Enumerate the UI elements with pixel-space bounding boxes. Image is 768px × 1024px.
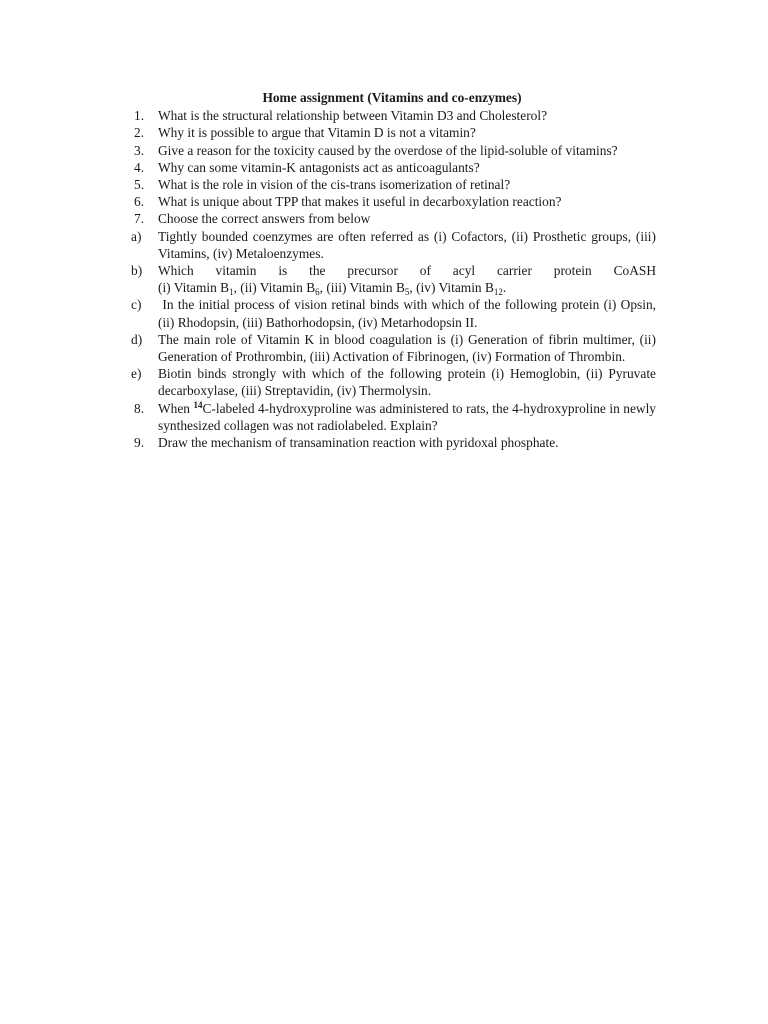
question-item-1 bbox=[128, 107, 656, 124]
item-text-part: When bbox=[158, 400, 194, 416]
question-item-3 bbox=[128, 142, 656, 159]
option-text: , (iv) Vitamin B bbox=[409, 280, 494, 296]
item-text: What is unique about TPP that makes it useful in decarboxylation reaction? bbox=[158, 194, 562, 210]
item-text: The main role of Vitamin K in blood coagulation is (i) Generation of fibrin multimer, (ii) Generation of Prothrombin, (iii) Activation of Fibrinogen, (iv) Formation of Thrombin. bbox=[158, 331, 656, 365]
item-marker: 4. bbox=[134, 159, 145, 175]
sub-question-a bbox=[128, 228, 656, 262]
question-item-2 bbox=[128, 124, 656, 141]
item-marker: 1. bbox=[134, 108, 145, 124]
question-item-8 bbox=[128, 399, 660, 434]
item-text: What is the structural relationship between Vitamin D3 and Cholesterol? bbox=[158, 108, 548, 124]
item-marker: 3. bbox=[134, 142, 145, 158]
item-text: Tightly bounded coenzymes are often referred as (i) Cofactors, (ii) Prosthetic groups, (iii) Vitamins, (iv) Metaloenzymes. bbox=[158, 228, 656, 261]
item-marker: 7. bbox=[134, 211, 145, 227]
item-text: Choose the correct answers from below bbox=[158, 211, 371, 227]
item-text: Draw the mechanism of transamination reaction with pyridoxal phosphate. bbox=[158, 435, 559, 451]
item-marker: 8. bbox=[134, 400, 145, 416]
option-text: . bbox=[502, 280, 507, 296]
question-item-4 bbox=[128, 159, 656, 176]
item-marker: e) bbox=[131, 366, 142, 382]
sub-question-d bbox=[128, 331, 656, 365]
item-marker: 9. bbox=[134, 435, 145, 451]
item-marker: b) bbox=[131, 263, 143, 279]
item-text-part: C-labeled 4-hydroxyproline was administered to rats, the 4-hydroxyproline in newly synthesized collagen was not radiolabeled. Explain? bbox=[158, 400, 660, 433]
sub-question-c bbox=[128, 296, 660, 330]
item-text: What is the role in vision of the cis-trans isomerization of retinal? bbox=[158, 177, 511, 193]
subscript: 6 bbox=[315, 287, 320, 298]
item-text: Why can some vitamin-K antagonists act as anticoagulants? bbox=[158, 159, 480, 175]
item-text bbox=[158, 262, 656, 296]
superscript: 14 bbox=[193, 399, 203, 410]
sub-question-e bbox=[128, 365, 656, 399]
item-marker: d) bbox=[131, 331, 143, 347]
sub-question-b bbox=[128, 262, 656, 296]
question-item-6 bbox=[128, 193, 656, 210]
question-item-5 bbox=[128, 176, 656, 193]
assignment-document bbox=[128, 89, 660, 451]
document-title: Home assignment (Vitamins and co-enzymes) bbox=[262, 90, 522, 105]
option-text: (i) Vitamin B bbox=[158, 280, 230, 296]
option-text: , (iii) Vitamin B bbox=[319, 280, 405, 296]
item-marker: c) bbox=[131, 297, 142, 313]
question-item-7 bbox=[128, 210, 656, 227]
question-item-9 bbox=[128, 434, 656, 451]
item-text-line bbox=[158, 279, 656, 296]
subscript: 1 bbox=[229, 287, 234, 298]
item-marker: 2. bbox=[134, 125, 145, 141]
item-text: Why it is possible to argue that Vitamin D is not a vitamin? bbox=[158, 125, 476, 141]
subscript: 5 bbox=[404, 287, 410, 298]
item-text: Biotin binds strongly with which of the following protein (i) Hemoglobin, (ii) Pyruvate decarboxylase, (iii) Streptavidin, (iv) Thermolysin. bbox=[158, 366, 656, 399]
item-marker: a) bbox=[131, 228, 142, 244]
subscript: 12 bbox=[493, 287, 503, 298]
option-text: , (ii) Vitamin B bbox=[233, 280, 316, 296]
item-marker: 5. bbox=[134, 177, 145, 193]
item-text-line: Which vitamin is the precursor of acyl carrier protein CoASH bbox=[158, 263, 656, 279]
item-marker: 6. bbox=[134, 194, 145, 210]
item-text: In the initial process of vision retinal binds with which of the following protein (i) Opsin, (ii) Rhodopsin, (iii) Bathorhodopsin, (iv) Metarhodopsin II. bbox=[158, 297, 660, 330]
item-text bbox=[158, 399, 660, 434]
item-text: Give a reason for the toxicity caused by the overdose of the lipid-soluble of vitamins? bbox=[158, 142, 618, 158]
